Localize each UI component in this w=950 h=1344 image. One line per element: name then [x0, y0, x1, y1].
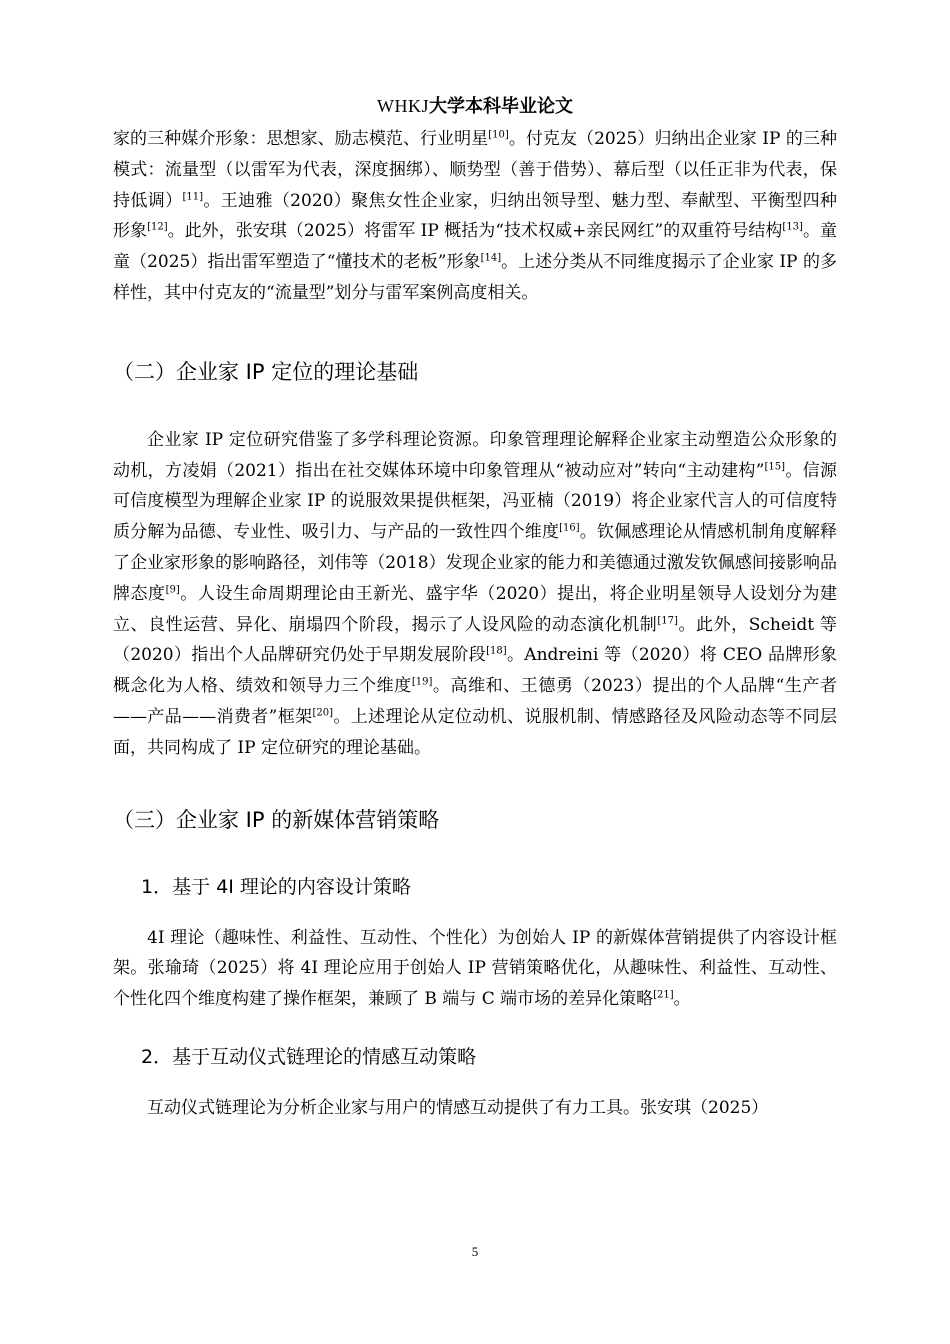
section-heading-2: （二）企业家 IP 定位的理论基础: [113, 359, 419, 384]
text-run: 家的三种媒介形象：思想家、励志模范、行业明星: [113, 129, 489, 149]
citation: [13]: [782, 221, 803, 233]
paragraph-ritual-chain: [113, 1093, 837, 1124]
text-run: 互动仪式链理论为分析企业家与用户的情感互动提供了有力工具。张安琪（2025）: [147, 1097, 769, 1118]
citation: [15]: [764, 460, 785, 472]
text-run: 。Andreini 等（2020）将 CEO 品牌形象概念化为人格、绩效和领导力三个维度: [113, 645, 838, 697]
subsection-heading-2: 2．基于互动仪式链理论的情感互动策略: [141, 1045, 477, 1068]
text-run: 。此外，张安琪（2025）将雷军 IP 概括为“技术权威+亲民网红”的双重符号结构: [167, 221, 783, 242]
header-title: 大学本科毕业论文: [429, 96, 573, 117]
page-body: [113, 124, 837, 1124]
text-run: 。此外，Scheidt 等（2020）指出个人品牌研究仍处于早期发展阶段: [113, 614, 837, 666]
citation: [20]: [312, 707, 334, 719]
running-header: [0, 94, 950, 119]
text-run: 。信源可信度模型为理解企业家 IP 的说服效果提供框架，冯亚楠（2019）将企业家代言人的可信度特质分解为品德、专业性、吸引力、与产品的一致性四个维度: [113, 460, 838, 543]
paragraph-continued: [113, 124, 837, 309]
citation: [16]: [559, 522, 580, 534]
page-number: 5: [471, 1244, 479, 1259]
citation: [21]: [653, 989, 674, 1001]
subsection-heading-1: 1．基于 4I 理论的内容设计策略: [141, 875, 411, 898]
citation: [11]: [182, 190, 203, 202]
text-run: 。上述理论从定位动机、说服机制、情感路径及风险动态等不同层面，共同构成了 IP 定位研究的理论基础。: [113, 706, 837, 758]
text-run: 。付克友（2025）归纳出企业家 IP 的三种模式：流量型（以雷军为代表，深度捆绑）、顺势型（善于借势）、幕后型（以任正非为代表，保持低调）: [113, 129, 837, 211]
text-run: 。童童（2025）指出雷军塑造了“懂技术的老板”形象: [113, 221, 838, 273]
section-heading-3: （三）企业家 IP 的新媒体营销策略: [113, 807, 440, 832]
text-run: 。上述分类从不同维度揭示了企业家 IP 的多样性，其中付克友的“流量型”划分与雷军案例高度相关。: [113, 252, 837, 303]
citation: [14]: [480, 252, 502, 264]
text-run: 4I 理论（趣味性、利益性、互动性、个性化）为创始人 IP 的新媒体营销提供了内容设计框架。张瑜琦（2025）将 4I 理论应用于创始人 IP 营销策略优化，从趣味性、利益性、互动性、个性化四个维度构建了操作框架，兼顾了 B 端与 C 端市场的差异化策略: [113, 927, 837, 1010]
text-run: 。钦佩感理论从情感机制角度解释了企业家形象的影响路径，刘伟等（2018）发现企业家的能力和美德通过激发钦佩感间接影响品牌态度: [113, 522, 838, 604]
text-run: 。高维和、王德勇（2023）提出的个人品牌“生产者——产品——消费者”框架: [113, 676, 837, 727]
text-run: 。王迪雅（2020）聚焦女性企业家，归纳出领导型、魅力型、奉献型、平衡型四种形象: [113, 190, 838, 242]
text-run: 。: [673, 989, 691, 1010]
citation: [19]: [411, 676, 433, 688]
paragraph-4i: [113, 923, 837, 1015]
citation: [12]: [147, 221, 168, 233]
citation: [10]: [488, 129, 509, 141]
citation: [17]: [657, 614, 678, 626]
paragraph-theory: [113, 425, 837, 764]
header-latin: WHKJ: [377, 96, 429, 116]
citation: [9]: [165, 584, 180, 596]
text-run: 。人设生命周期理论由王新光、盛宇华（2020）提出，将企业明星领导人设划分为建立、良性运营、异化、崩塌四个阶段，揭示了人设风险的动态演化机制: [113, 583, 838, 635]
citation: [18]: [486, 645, 507, 657]
text-run: 企业家 IP 定位研究借鉴了多学科理论资源。印象管理理论解释企业家主动塑造公众形象的动机，方凌娟（2021）指出在社交媒体环境中印象管理从“被动应对”转向“主动建构”: [113, 429, 837, 481]
